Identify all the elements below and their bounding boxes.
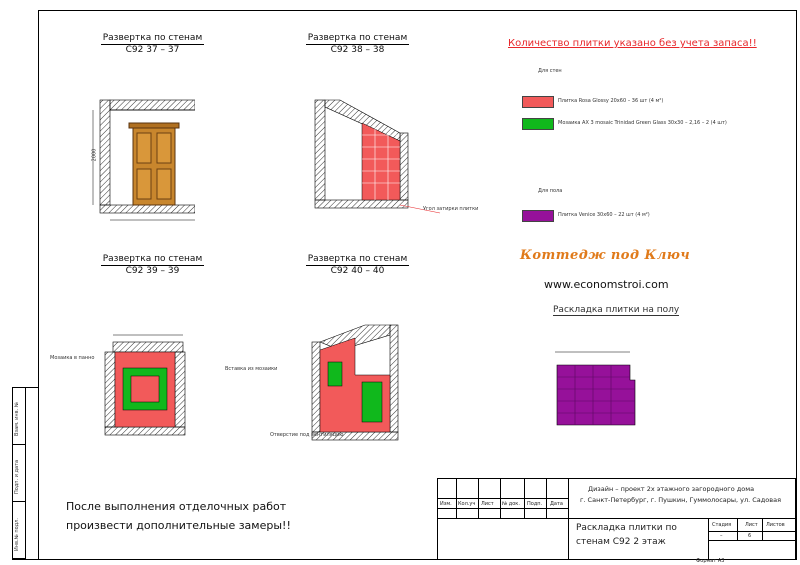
tb-header: Лист [481,501,494,507]
insert-note: Вставка из мозаики [225,366,278,372]
brand-name: Коттедж под Ключ [520,248,691,263]
title-block [437,478,796,560]
legend-item: Плитка Venice 30x60 – 22 шт (4 м²) [558,212,650,218]
legend-floor-label: Для пола [538,188,563,194]
sheet-title-1: Раскладка плитки по [576,523,677,533]
tb-header: Изм. [440,501,452,507]
elevation-panno [95,325,215,445]
floor-layout-title: Раскладка плитки на полу [553,305,680,315]
dimension-label: 2000 [91,148,98,162]
floor-plan [535,340,645,430]
brand-url[interactable]: www.economstroi.com [544,278,669,291]
tb-header: Кол.уч [458,501,476,507]
sheet-title-2: стенам С92 2 этаж [576,537,666,547]
legend-walls-label: Для стен [538,68,562,74]
project-line-1: Дизайн – проект 2х этажного загородного дома [588,485,755,493]
side-stamp [12,387,39,560]
warning-text: Количество плитки указано без учета запаса!! [508,38,757,49]
drawing-title: Развертка по стенам С92 40 – 40 [307,254,408,276]
side-stamp-label: Подп. и дата [14,459,20,494]
elevation-slope-mosaic [300,320,420,445]
legend-item: Плитка Rosa Glossy 20x60 – 36 шт (4 м²) [558,98,664,104]
format-label: Формат А3 [696,558,725,564]
tb-header: Дата [550,501,563,507]
tb-col-sheet: Лист [745,522,758,528]
drawing-title: Развертка по стенам С92 39 – 39 [102,254,203,276]
drawing-title: Развертка по стенам С92 38 – 38 [307,33,408,55]
mosaic-note: Мозаика в панно [50,355,95,361]
tb-header: № док. [502,501,520,507]
note-text: После выполнения отделочных работ произвести дополнительные замеры!! [66,500,291,532]
tb-col-stage: Стадия [712,522,732,528]
window-note: Отверстие под вентиляцию [270,432,344,438]
legend-item: Мозаика AX 3 mosaic Trinidad Green Glass 30x30 – 2,16 – 2 (4 шт) [558,120,727,126]
tb-col-sheets: Листов [766,522,785,528]
tb-sheet-value: 6 [748,533,752,539]
side-stamp-label: Взам. инв. № [14,402,20,436]
side-stamp-label: Инв.№ подл. [14,518,20,551]
tile-note: Угол затирки плитки [423,206,479,212]
project-line-2: г. Санкт-Петербург, г. Пушкин, Гуммолосары, ул. Садовая [580,496,781,504]
tb-header: Подп. [527,501,543,507]
legend-swatch-pink [522,96,554,108]
legend-swatch-purple [522,210,554,222]
drawing-title: Развертка по стенам С92 37 – 37 [102,33,203,55]
elevation-door [85,95,195,230]
tb-stage-value: – [720,533,723,539]
legend-swatch-green [522,118,554,130]
